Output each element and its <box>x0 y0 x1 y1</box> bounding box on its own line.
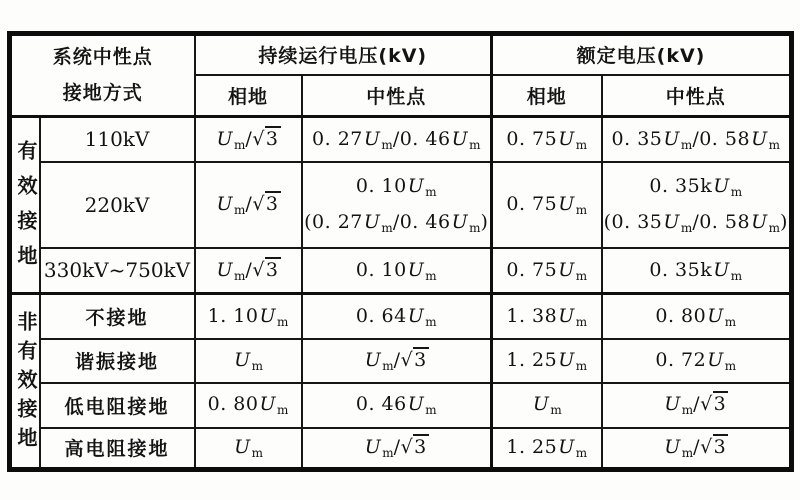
cell-resonant-continuous-neutral: $U_m/√3$ <box>302 339 492 383</box>
row-330kv-750kv <box>10 248 792 294</box>
cell-lowres-continuous-phase: 0. $80U_m$ <box>195 383 302 428</box>
cell-ungrounded-rated-neutral: 0. $80U_m$ <box>602 294 792 339</box>
cell-lowres-rated-neutral: $U_m/√3$ <box>602 383 792 428</box>
type-330kv-750kv: 330kV~750kV <box>40 248 195 294</box>
cell-resonant-rated-phase: 1. $25U_m$ <box>492 339 602 383</box>
header-continuous-phase-to-ground: 相地 <box>195 75 302 117</box>
cell-resonant-rated-neutral: 0. $72U_m$ <box>602 339 792 383</box>
cell-220kv-rated-phase: 0. $75U_m$ <box>492 162 602 248</box>
cell-330kv-continuous-phase: $U_m/√3$ <box>195 248 302 294</box>
cell-lowres-rated-phase: $U_m$ <box>492 383 602 428</box>
cell-330kv-continuous-neutral: 0. $10U_m$ <box>302 248 492 294</box>
cell-lowres-continuous-neutral: 0. $46U_m$ <box>302 383 492 428</box>
group-label-effective-grounding <box>10 117 40 294</box>
header-rated-neutral-point: 中性点 <box>602 75 792 117</box>
cell-ungrounded-continuous-phase: 1. $10U_m$ <box>195 294 302 339</box>
row-high-resistance-grounding <box>10 428 792 470</box>
header-continuous-neutral-point: 中性点 <box>302 75 492 117</box>
cell-330kv-rated-neutral: 0. $35kU_m$ <box>602 248 792 294</box>
cell-110kv-continuous-neutral: 0. $27U_m/0$. $46U_m$ <box>302 117 492 162</box>
cell-highres-continuous-phase: $U_m$ <box>195 428 302 470</box>
neutral-grounding-voltage-table <box>7 31 794 472</box>
type-220kv: 220kV <box>40 162 195 248</box>
type-ungrounded: 不接地 <box>40 294 195 339</box>
row-resonant-grounding <box>10 339 792 383</box>
row-ungrounded <box>10 294 792 339</box>
cell-220kv-rated-neutral: 0. $35kU_m$ (0. $35U_m/0$. $58U_m$) <box>602 162 792 248</box>
header-continuous-operating-voltage: 持续运行电压(kV) <box>195 34 492 75</box>
row-110kv <box>10 117 792 162</box>
corner-header-line1: 系统中性点 <box>52 46 153 68</box>
cell-110kv-rated-phase: 0. $75U_m$ <box>492 117 602 162</box>
cell-220kv-continuous-phase: $U_m/√3$ <box>195 162 302 248</box>
type-resonant-grounding: 谐振接地 <box>40 339 195 383</box>
header-row-1 <box>10 34 792 75</box>
cell-220kv-continuous-neutral: 0. $10U_m$ (0. $27U_m/0$. $46U_m$) <box>302 162 492 248</box>
type-low-resistance-grounding: 低电阻接地 <box>40 383 195 428</box>
cell-330kv-rated-phase: 0. $75U_m$ <box>492 248 602 294</box>
group-label-non-effective-grounding <box>10 294 40 470</box>
cell-ungrounded-continuous-neutral: 0. $64U_m$ <box>302 294 492 339</box>
header-rated-phase-to-ground: 相地 <box>492 75 602 117</box>
cell-110kv-continuous-phase: $U_m/√3$ <box>195 117 302 162</box>
corner-header-grounding-mode <box>10 34 195 117</box>
group-label-effective-grounding-text: 有效接地 <box>14 140 38 280</box>
header-rated-voltage: 额定电压(kV) <box>492 34 792 75</box>
type-high-resistance-grounding: 高电阻接地 <box>40 428 195 470</box>
row-low-resistance-grounding <box>10 383 792 428</box>
corner-header-line2: 接地方式 <box>62 82 143 104</box>
cell-highres-rated-neutral: $U_m/√3$ <box>602 428 792 470</box>
cell-highres-rated-phase: 1. $25U_m$ <box>492 428 602 470</box>
row-220kv <box>10 162 792 248</box>
cell-resonant-continuous-phase: $U_m$ <box>195 339 302 383</box>
type-110kv: 110kV <box>40 117 195 162</box>
cell-ungrounded-rated-phase: 1. $38U_m$ <box>492 294 602 339</box>
cell-highres-continuous-neutral: $U_m/√3$ <box>302 428 492 470</box>
cell-110kv-rated-neutral: 0. $35U_m/0$. $58U_m$ <box>602 117 792 162</box>
group-label-non-effective-grounding-text: 非有效接地 <box>14 310 38 456</box>
